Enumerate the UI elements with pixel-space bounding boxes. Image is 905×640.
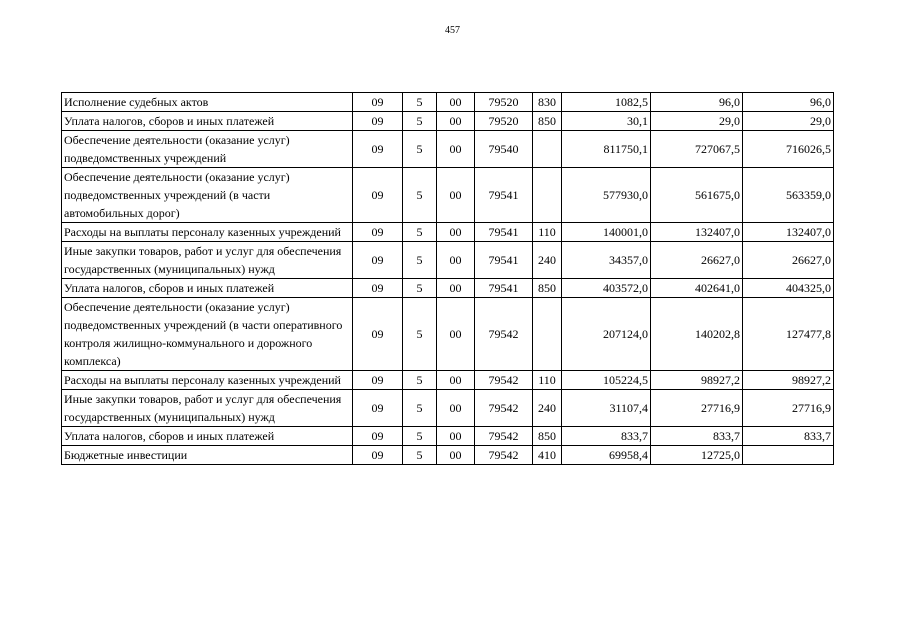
row-value-3: 26627,0 [743,242,834,279]
row-subsection: 5 [403,298,437,371]
row-expense-type: 410 [533,446,562,465]
row-program: 00 [437,446,475,465]
table-row [62,446,834,465]
row-section: 09 [353,390,403,427]
row-value-3: 404325,0 [743,279,834,298]
row-value-1: 403572,0 [562,279,651,298]
row-program: 00 [437,131,475,168]
row-program: 00 [437,298,475,371]
row-value-2: 132407,0 [651,223,743,242]
row-value-3: 833,7 [743,427,834,446]
row-section: 09 [353,93,403,112]
row-program: 00 [437,168,475,223]
row-name: Расходы на выплаты персоналу казенных учреждений [62,371,353,390]
row-target-code: 79541 [475,223,533,242]
table-row [62,371,834,390]
row-target-code: 79542 [475,427,533,446]
row-value-1: 69958,4 [562,446,651,465]
row-subsection: 5 [403,371,437,390]
row-subsection: 5 [403,427,437,446]
row-name: Уплата налогов, сборов и иных платежей [62,112,353,131]
row-value-3: 98927,2 [743,371,834,390]
row-expense-type: 240 [533,390,562,427]
row-value-2: 402641,0 [651,279,743,298]
row-value-1: 140001,0 [562,223,651,242]
row-name: Бюджетные инвестиции [62,446,353,465]
row-value-3 [743,446,834,465]
row-subsection: 5 [403,446,437,465]
row-value-3: 127477,8 [743,298,834,371]
row-expense-type [533,298,562,371]
row-value-1: 577930,0 [562,168,651,223]
row-value-3: 132407,0 [743,223,834,242]
row-value-2: 833,7 [651,427,743,446]
row-target-code: 79542 [475,390,533,427]
row-target-code: 79541 [475,168,533,223]
row-name: Иные закупки товаров, работ и услуг для обеспечения государственных (муниципальных) нужд [62,242,353,279]
row-section: 09 [353,223,403,242]
row-expense-type: 110 [533,223,562,242]
row-section: 09 [353,112,403,131]
row-value-2: 29,0 [651,112,743,131]
row-section: 09 [353,168,403,223]
row-target-code: 79542 [475,446,533,465]
table-row [62,279,834,298]
row-subsection: 5 [403,279,437,298]
row-program: 00 [437,242,475,279]
row-value-1: 207124,0 [562,298,651,371]
row-name: Иные закупки товаров, работ и услуг для обеспечения государственных (муниципальных) нужд [62,390,353,427]
table-row [62,93,834,112]
row-section: 09 [353,242,403,279]
row-value-3: 716026,5 [743,131,834,168]
row-target-code: 79541 [475,242,533,279]
row-section: 09 [353,427,403,446]
row-target-code: 79520 [475,112,533,131]
table-body [62,93,834,465]
row-value-3: 96,0 [743,93,834,112]
row-value-2: 98927,2 [651,371,743,390]
row-value-1: 811750,1 [562,131,651,168]
row-name: Уплата налогов, сборов и иных платежей [62,279,353,298]
row-value-1: 1082,5 [562,93,651,112]
page-number: 457 [445,25,460,36]
table-row [62,131,834,168]
row-expense-type: 850 [533,279,562,298]
row-value-3: 29,0 [743,112,834,131]
row-program: 00 [437,279,475,298]
row-program: 00 [437,390,475,427]
row-value-2: 12725,0 [651,446,743,465]
table-row [62,427,834,446]
row-target-code: 79542 [475,298,533,371]
row-program: 00 [437,112,475,131]
row-name: Уплата налогов, сборов и иных платежей [62,427,353,446]
row-value-3: 27716,9 [743,390,834,427]
row-name: Обеспечение деятельности (оказание услуг) подведомственных учреждений (в части автомобильных дорог) [62,168,353,223]
row-expense-type: 110 [533,371,562,390]
row-section: 09 [353,279,403,298]
row-value-1: 105224,5 [562,371,651,390]
row-expense-type: 240 [533,242,562,279]
row-expense-type: 850 [533,427,562,446]
row-program: 00 [437,223,475,242]
row-section: 09 [353,298,403,371]
budget-table [61,92,834,465]
table-row [62,298,834,371]
row-value-2: 96,0 [651,93,743,112]
row-subsection: 5 [403,390,437,427]
row-value-2: 561675,0 [651,168,743,223]
row-value-2: 727067,5 [651,131,743,168]
row-subsection: 5 [403,223,437,242]
row-program: 00 [437,93,475,112]
table-row [62,168,834,223]
row-target-code: 79541 [475,279,533,298]
row-value-1: 833,7 [562,427,651,446]
row-value-3: 563359,0 [743,168,834,223]
row-target-code: 79542 [475,371,533,390]
table-row [62,390,834,427]
row-target-code: 79520 [475,93,533,112]
row-expense-type [533,131,562,168]
row-name: Обеспечение деятельности (оказание услуг) подведомственных учреждений [62,131,353,168]
row-section: 09 [353,446,403,465]
row-section: 09 [353,131,403,168]
row-value-1: 31107,4 [562,390,651,427]
row-section: 09 [353,371,403,390]
row-subsection: 5 [403,168,437,223]
row-subsection: 5 [403,131,437,168]
row-value-1: 34357,0 [562,242,651,279]
row-expense-type: 830 [533,93,562,112]
row-name: Обеспечение деятельности (оказание услуг) подведомственных учреждений (в части оперативного контроля жилищно-коммунального и дорожного комплекса) [62,298,353,371]
row-subsection: 5 [403,93,437,112]
row-target-code: 79540 [475,131,533,168]
row-value-1: 30,1 [562,112,651,131]
table-row [62,223,834,242]
row-subsection: 5 [403,112,437,131]
row-value-2: 26627,0 [651,242,743,279]
table-row [62,242,834,279]
row-value-2: 140202,8 [651,298,743,371]
row-program: 00 [437,371,475,390]
row-name: Исполнение судебных актов [62,93,353,112]
row-expense-type: 850 [533,112,562,131]
row-program: 00 [437,427,475,446]
row-name: Расходы на выплаты персоналу казенных учреждений [62,223,353,242]
row-value-2: 27716,9 [651,390,743,427]
row-expense-type [533,168,562,223]
row-subsection: 5 [403,242,437,279]
table-row [62,112,834,131]
